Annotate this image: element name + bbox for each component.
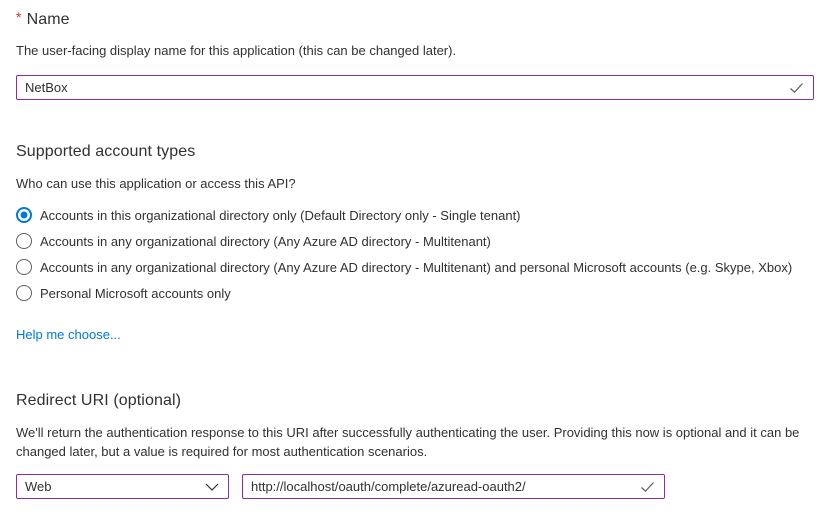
name-label: Name: [26, 11, 70, 28]
help-me-choose-link[interactable]: Help me choose...: [16, 327, 121, 342]
radio-button-icon[interactable]: [16, 285, 32, 301]
redirect-uri-row: [16, 474, 814, 499]
redirect-uri-input[interactable]: [243, 475, 664, 498]
redirect-uri-input-wrap: [242, 474, 665, 499]
radio-option-label: Personal Microsoft accounts only: [40, 285, 231, 301]
radio-option-multitenant[interactable]: [16, 228, 814, 254]
radio-option-label: Accounts in this organizational directory only (Default Directory only - Single tenant): [40, 207, 521, 223]
redirect-uri-heading: Redirect URI (optional): [16, 392, 182, 409]
radio-option-label: Accounts in any organizational directory (Any Azure AD directory - Multitenant): [40, 233, 491, 249]
radio-button-icon[interactable]: [16, 259, 32, 275]
redirect-uri-section: [16, 392, 814, 499]
radio-option-personal-only[interactable]: [16, 280, 814, 306]
radio-option-label: Accounts in any organizational directory (Any Azure AD directory - Multitenant) and personal Microsoft accounts (e.g. Skype, Xbox): [40, 259, 793, 275]
required-asterisk: *: [16, 9, 22, 25]
radio-button-icon[interactable]: [16, 207, 32, 223]
name-input[interactable]: [17, 76, 813, 99]
name-hint: The user-facing display name for this application (this can be changed later).: [16, 43, 457, 58]
account-types-section: [16, 143, 814, 344]
app-registration-form: [16, 11, 814, 499]
name-section-heading: [16, 11, 814, 29]
platform-select[interactable]: [16, 474, 229, 499]
account-types-heading: Supported account types: [16, 143, 196, 160]
platform-select-value: Web: [25, 479, 52, 494]
account-types-question: Who can use this application or access this API?: [16, 176, 296, 191]
radio-option-single-tenant[interactable]: [16, 202, 814, 228]
account-type-radio-group: [16, 202, 814, 306]
radio-option-multitenant-personal[interactable]: [16, 254, 814, 280]
name-input-wrap: [16, 75, 814, 100]
name-section: [16, 11, 814, 100]
chevron-down-icon: [205, 482, 219, 491]
redirect-uri-description: We'll return the authentication response to this URI after successfully authenticating the user. Providing this now is optional and it can be changed later, but a value is required for most authentication scenarios.: [16, 425, 800, 459]
radio-button-icon[interactable]: [16, 233, 32, 249]
